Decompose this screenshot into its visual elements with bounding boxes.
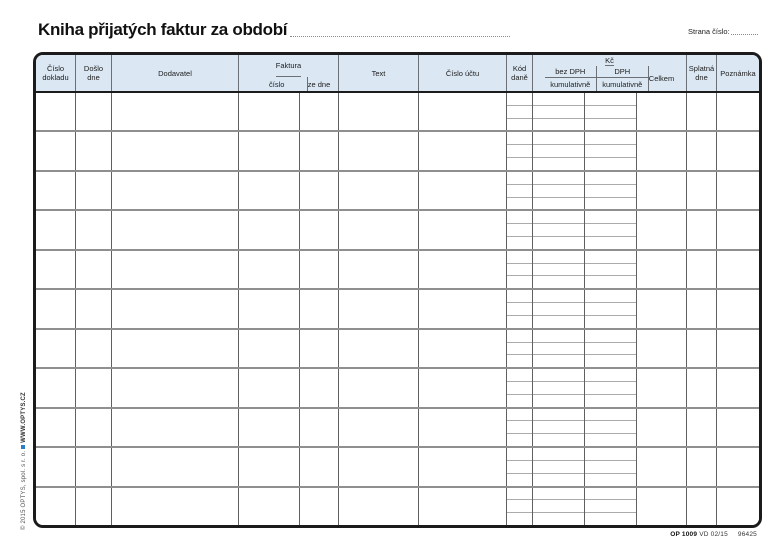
page-number-dotted-line xyxy=(731,34,758,35)
cell-celkem xyxy=(637,448,687,485)
header-faktura-ze-dne: ze dne xyxy=(307,79,331,89)
sub-cell xyxy=(533,276,584,288)
cell-dodavatel xyxy=(112,93,239,130)
sub-cell xyxy=(585,198,636,210)
table-row xyxy=(36,211,759,250)
header-cislo-dokladu: Číslo dokladu xyxy=(36,55,76,91)
sub-cell xyxy=(585,185,636,198)
cell-splatna-dne xyxy=(687,290,717,327)
cell-doslo-dne xyxy=(76,448,112,485)
sub-cell xyxy=(585,290,636,303)
cell-doslo-dne xyxy=(76,172,112,209)
cell-kod-dane xyxy=(507,132,533,169)
cell-cislo-dokladu xyxy=(36,251,76,288)
sub-cell xyxy=(533,251,584,264)
sub-cell xyxy=(585,106,636,119)
cell-text xyxy=(339,251,419,288)
cell-kod-dane xyxy=(507,330,533,367)
cell-bez-dph xyxy=(533,369,585,406)
cell-dodavatel xyxy=(112,369,239,406)
sub-cell xyxy=(533,224,584,237)
cell-text xyxy=(339,409,419,446)
cell-cislo-dokladu xyxy=(36,488,76,525)
cell-faktura-ze-dne xyxy=(300,409,339,446)
sub-cell xyxy=(585,474,636,486)
sub-cell xyxy=(507,409,532,422)
cell-faktura-ze-dne xyxy=(300,448,339,485)
cell-dodavatel xyxy=(112,172,239,209)
sub-cell xyxy=(507,145,532,158)
cell-faktura-ze-dne xyxy=(300,290,339,327)
cell-doslo-dne xyxy=(76,93,112,130)
sub-cell xyxy=(533,211,584,224)
cell-dph xyxy=(585,409,637,446)
header-kc-subrow xyxy=(545,66,674,91)
cell-doslo-dne xyxy=(76,369,112,406)
sub-cell xyxy=(507,330,532,343)
cell-kod-dane xyxy=(507,369,533,406)
sub-cell xyxy=(585,343,636,356)
cell-cislo-dokladu xyxy=(36,172,76,209)
sub-cell xyxy=(585,119,636,131)
cell-dph xyxy=(585,251,637,288)
sub-cell xyxy=(507,106,532,119)
cell-splatna-dne xyxy=(687,409,717,446)
cell-poznamka xyxy=(717,488,759,525)
cell-kod-dane xyxy=(507,172,533,209)
cell-celkem xyxy=(637,251,687,288)
cell-faktura-cislo xyxy=(239,448,300,485)
cell-dph xyxy=(585,290,637,327)
header-dph-col xyxy=(597,66,649,91)
cell-dph xyxy=(585,330,637,367)
header-kod-dane: Kód daně xyxy=(507,55,533,91)
cell-poznamka xyxy=(717,409,759,446)
cell-cislo-dokladu xyxy=(36,369,76,406)
table-row xyxy=(36,369,759,408)
cell-dph xyxy=(585,93,637,130)
sub-cell xyxy=(507,513,532,525)
cell-text xyxy=(339,132,419,169)
cell-faktura-cislo xyxy=(239,132,300,169)
cell-dodavatel xyxy=(112,132,239,169)
sub-cell xyxy=(533,132,584,145)
table-row xyxy=(36,251,759,290)
sub-cell xyxy=(585,369,636,382)
cell-dph xyxy=(585,132,637,169)
cell-splatna-dne xyxy=(687,369,717,406)
cell-splatna-dne xyxy=(687,448,717,485)
sub-cell xyxy=(585,434,636,446)
cell-kod-dane xyxy=(507,290,533,327)
page-title: Kniha přijatých faktur za období xyxy=(38,20,288,39)
cell-text xyxy=(339,488,419,525)
sub-cell xyxy=(507,251,532,264)
sub-cell xyxy=(533,461,584,474)
cell-splatna-dne xyxy=(687,488,717,525)
cell-faktura-ze-dne xyxy=(300,488,339,525)
cell-dph xyxy=(585,488,637,525)
cell-kod-dane xyxy=(507,211,533,248)
header-dodavatel: Dodavatel xyxy=(112,55,239,91)
header-doslo-dne: Došlo dne xyxy=(76,55,112,91)
header-bez-dph-col xyxy=(545,66,597,91)
copyright-text: © 2015 OPTYS, spol. s r. o. xyxy=(21,450,27,530)
copyright-vertical-text xyxy=(21,392,27,530)
cell-poznamka xyxy=(717,290,759,327)
cell-poznamka xyxy=(717,369,759,406)
cell-faktura-cislo xyxy=(239,211,300,248)
cell-bez-dph xyxy=(533,330,585,367)
sub-cell xyxy=(533,421,584,434)
cell-splatna-dne xyxy=(687,93,717,130)
sub-cell xyxy=(507,172,532,185)
cell-bez-dph xyxy=(533,172,585,209)
sub-cell xyxy=(507,276,532,288)
sub-cell xyxy=(533,290,584,303)
table-row xyxy=(36,409,759,448)
cell-faktura-ze-dne xyxy=(300,172,339,209)
header-kc-group xyxy=(533,55,687,91)
sub-cell xyxy=(533,355,584,367)
header-faktura-group xyxy=(239,55,339,91)
sub-cell xyxy=(507,198,532,210)
cell-cislo-uctu xyxy=(419,290,507,327)
optys-logo-square-icon xyxy=(21,445,25,449)
sub-cell xyxy=(533,513,584,525)
header-faktura: Faktura xyxy=(276,55,301,77)
cell-splatna-dne xyxy=(687,330,717,367)
cell-cislo-dokladu xyxy=(36,93,76,130)
cell-faktura-cislo xyxy=(239,172,300,209)
table-row xyxy=(36,172,759,211)
cell-faktura-ze-dne xyxy=(300,251,339,288)
cell-cislo-dokladu xyxy=(36,330,76,367)
sub-cell xyxy=(533,119,584,131)
cell-cislo-uctu xyxy=(419,330,507,367)
cell-bez-dph xyxy=(533,251,585,288)
sub-cell xyxy=(507,355,532,367)
sub-cell xyxy=(507,343,532,356)
sub-cell xyxy=(585,382,636,395)
cell-dph xyxy=(585,448,637,485)
cell-kod-dane xyxy=(507,448,533,485)
cell-cislo-dokladu xyxy=(36,211,76,248)
sub-cell xyxy=(507,395,532,407)
cell-text xyxy=(339,448,419,485)
cell-cislo-uctu xyxy=(419,211,507,248)
form-title-row xyxy=(38,20,510,40)
cell-poznamka xyxy=(717,132,759,169)
cell-cislo-uctu xyxy=(419,448,507,485)
header-dph: DPH xyxy=(597,66,648,78)
sub-cell xyxy=(585,461,636,474)
sub-cell xyxy=(533,409,584,422)
sub-cell xyxy=(533,158,584,170)
header-faktura-cislo: číslo xyxy=(247,77,308,91)
cell-faktura-cislo xyxy=(239,330,300,367)
cell-cislo-uctu xyxy=(419,488,507,525)
cell-dodavatel xyxy=(112,290,239,327)
cell-dodavatel xyxy=(112,448,239,485)
sub-cell xyxy=(585,330,636,343)
sub-cell xyxy=(507,488,532,501)
cell-celkem xyxy=(637,290,687,327)
sub-cell xyxy=(585,211,636,224)
cell-celkem xyxy=(637,211,687,248)
sub-cell xyxy=(533,316,584,328)
sub-cell xyxy=(507,434,532,446)
sub-cell xyxy=(585,303,636,316)
cell-dodavatel xyxy=(112,409,239,446)
cell-bez-dph xyxy=(533,290,585,327)
sub-cell xyxy=(585,316,636,328)
sub-cell xyxy=(533,93,584,106)
header-dph-kumulativne: kumulativně xyxy=(602,80,643,89)
sub-cell xyxy=(507,211,532,224)
cell-cislo-dokladu xyxy=(36,409,76,446)
header-text: Text xyxy=(339,55,419,91)
sub-cell xyxy=(585,132,636,145)
cell-cislo-dokladu xyxy=(36,448,76,485)
cell-faktura-cislo xyxy=(239,251,300,288)
invoice-table xyxy=(33,52,762,528)
cell-doslo-dne xyxy=(76,488,112,525)
cell-text xyxy=(339,93,419,130)
cell-poznamka xyxy=(717,93,759,130)
sub-cell xyxy=(533,198,584,210)
sub-cell xyxy=(507,264,532,277)
sub-cell xyxy=(507,119,532,131)
table-row xyxy=(36,132,759,171)
sub-cell xyxy=(585,395,636,407)
cell-kod-dane xyxy=(507,409,533,446)
cell-doslo-dne xyxy=(76,132,112,169)
cell-text xyxy=(339,211,419,248)
sub-cell xyxy=(533,488,584,501)
sub-cell xyxy=(585,500,636,513)
cell-dph xyxy=(585,172,637,209)
title-dotted-line xyxy=(290,36,510,37)
cell-cislo-uctu xyxy=(419,132,507,169)
sub-cell xyxy=(533,448,584,461)
cell-cislo-uctu xyxy=(419,172,507,209)
sub-cell xyxy=(507,448,532,461)
sub-cell xyxy=(507,290,532,303)
cell-poznamka xyxy=(717,211,759,248)
sub-cell xyxy=(533,474,584,486)
cell-dph xyxy=(585,211,637,248)
sub-cell xyxy=(585,276,636,288)
cell-poznamka xyxy=(717,251,759,288)
sub-cell xyxy=(533,382,584,395)
cell-bez-dph xyxy=(533,409,585,446)
cell-dodavatel xyxy=(112,330,239,367)
sub-cell xyxy=(533,106,584,119)
cell-doslo-dne xyxy=(76,211,112,248)
website-text: WWW.OPTYS.CZ xyxy=(21,392,27,443)
sub-cell xyxy=(585,355,636,367)
cell-splatna-dne xyxy=(687,132,717,169)
sub-cell xyxy=(507,93,532,106)
cell-splatna-dne xyxy=(687,211,717,248)
table-row xyxy=(36,93,759,132)
sub-cell xyxy=(585,409,636,422)
sub-cell xyxy=(585,93,636,106)
cell-faktura-cislo xyxy=(239,409,300,446)
print-number: 96425 xyxy=(737,531,757,538)
page-number-label: Strana číslo: xyxy=(688,27,730,36)
cell-cislo-uctu xyxy=(419,409,507,446)
cell-bez-dph xyxy=(533,488,585,525)
cell-doslo-dne xyxy=(76,290,112,327)
cell-dodavatel xyxy=(112,211,239,248)
table-header xyxy=(36,55,759,93)
cell-dodavatel xyxy=(112,488,239,525)
sub-cell xyxy=(533,369,584,382)
table-row xyxy=(36,290,759,329)
sub-cell xyxy=(507,237,532,249)
sub-cell xyxy=(507,461,532,474)
cell-faktura-ze-dne xyxy=(300,369,339,406)
sub-cell xyxy=(533,145,584,158)
header-poznamka: Poznámka xyxy=(720,68,756,78)
cell-doslo-dne xyxy=(76,330,112,367)
sub-cell xyxy=(507,185,532,198)
cell-celkem xyxy=(637,488,687,525)
form-code-footer xyxy=(670,531,757,538)
cell-celkem xyxy=(637,409,687,446)
cell-faktura-ze-dne xyxy=(300,132,339,169)
sub-cell xyxy=(585,145,636,158)
sub-cell xyxy=(507,500,532,513)
sub-cell xyxy=(507,382,532,395)
sub-cell xyxy=(585,224,636,237)
sub-cell xyxy=(533,395,584,407)
sub-cell xyxy=(507,224,532,237)
cell-cislo-dokladu xyxy=(36,290,76,327)
header-cislo-uctu: Číslo účtu xyxy=(419,55,507,91)
cell-bez-dph xyxy=(533,211,585,248)
cell-kod-dane xyxy=(507,488,533,525)
cell-faktura-cislo xyxy=(239,488,300,525)
cell-cislo-uctu xyxy=(419,251,507,288)
cell-celkem xyxy=(637,330,687,367)
form-code-suffix: VD 02/15 xyxy=(699,531,728,538)
cell-faktura-cislo xyxy=(239,369,300,406)
header-bez-dph-kumulativne: kumulativně xyxy=(550,80,591,89)
cell-cislo-dokladu xyxy=(36,132,76,169)
header-bez-dph: bez DPH xyxy=(545,66,596,78)
cell-text xyxy=(339,369,419,406)
cell-bez-dph xyxy=(533,93,585,130)
cell-text xyxy=(339,290,419,327)
cell-bez-dph xyxy=(533,448,585,485)
cell-poznamka xyxy=(717,172,759,209)
cell-dph xyxy=(585,369,637,406)
table-body xyxy=(36,93,759,525)
cell-celkem xyxy=(637,172,687,209)
cell-cislo-uctu xyxy=(419,93,507,130)
sub-cell xyxy=(585,448,636,461)
sub-cell xyxy=(585,172,636,185)
sub-cell xyxy=(533,434,584,446)
cell-faktura-ze-dne xyxy=(300,330,339,367)
cell-text xyxy=(339,330,419,367)
table-row xyxy=(36,448,759,487)
cell-faktura-ze-dne xyxy=(300,93,339,130)
cell-dodavatel xyxy=(112,251,239,288)
table-row xyxy=(36,330,759,369)
cell-kod-dane xyxy=(507,251,533,288)
sub-cell xyxy=(507,369,532,382)
sub-cell xyxy=(507,421,532,434)
sub-cell xyxy=(585,251,636,264)
sub-cell xyxy=(507,303,532,316)
form-code: OP 1009 xyxy=(670,531,698,538)
sub-cell xyxy=(507,316,532,328)
cell-celkem xyxy=(637,369,687,406)
sub-cell xyxy=(585,421,636,434)
sub-cell xyxy=(533,500,584,513)
sub-cell xyxy=(533,172,584,185)
sub-cell xyxy=(507,132,532,145)
sub-cell xyxy=(585,513,636,525)
header-faktura-subrow xyxy=(247,77,331,91)
cell-bez-dph xyxy=(533,132,585,169)
sub-cell xyxy=(533,264,584,277)
cell-doslo-dne xyxy=(76,251,112,288)
cell-faktura-cislo xyxy=(239,93,300,130)
sub-cell xyxy=(533,343,584,356)
header-splatna-dne: Splatná dne xyxy=(687,55,717,91)
sub-cell xyxy=(507,474,532,486)
sub-cell xyxy=(585,237,636,249)
cell-kod-dane xyxy=(507,93,533,130)
cell-splatna-dne xyxy=(687,172,717,209)
cell-celkem xyxy=(637,132,687,169)
sub-cell xyxy=(585,158,636,170)
sub-cell xyxy=(533,303,584,316)
table-row xyxy=(36,488,759,525)
cell-cislo-uctu xyxy=(419,369,507,406)
sub-cell xyxy=(585,264,636,277)
sub-cell xyxy=(533,330,584,343)
sub-cell xyxy=(533,237,584,249)
cell-splatna-dne xyxy=(687,251,717,288)
cell-poznamka xyxy=(717,330,759,367)
cell-doslo-dne xyxy=(76,409,112,446)
sub-cell xyxy=(585,488,636,501)
cell-poznamka xyxy=(717,448,759,485)
sub-cell xyxy=(533,185,584,198)
sub-cell xyxy=(507,158,532,170)
header-kc: Kč xyxy=(605,55,614,65)
cell-text xyxy=(339,172,419,209)
header-celkem: Celkem xyxy=(648,74,675,83)
page-number-row xyxy=(688,27,758,36)
cell-faktura-cislo xyxy=(239,290,300,327)
cell-celkem xyxy=(637,93,687,130)
cell-faktura-ze-dne xyxy=(300,211,339,248)
